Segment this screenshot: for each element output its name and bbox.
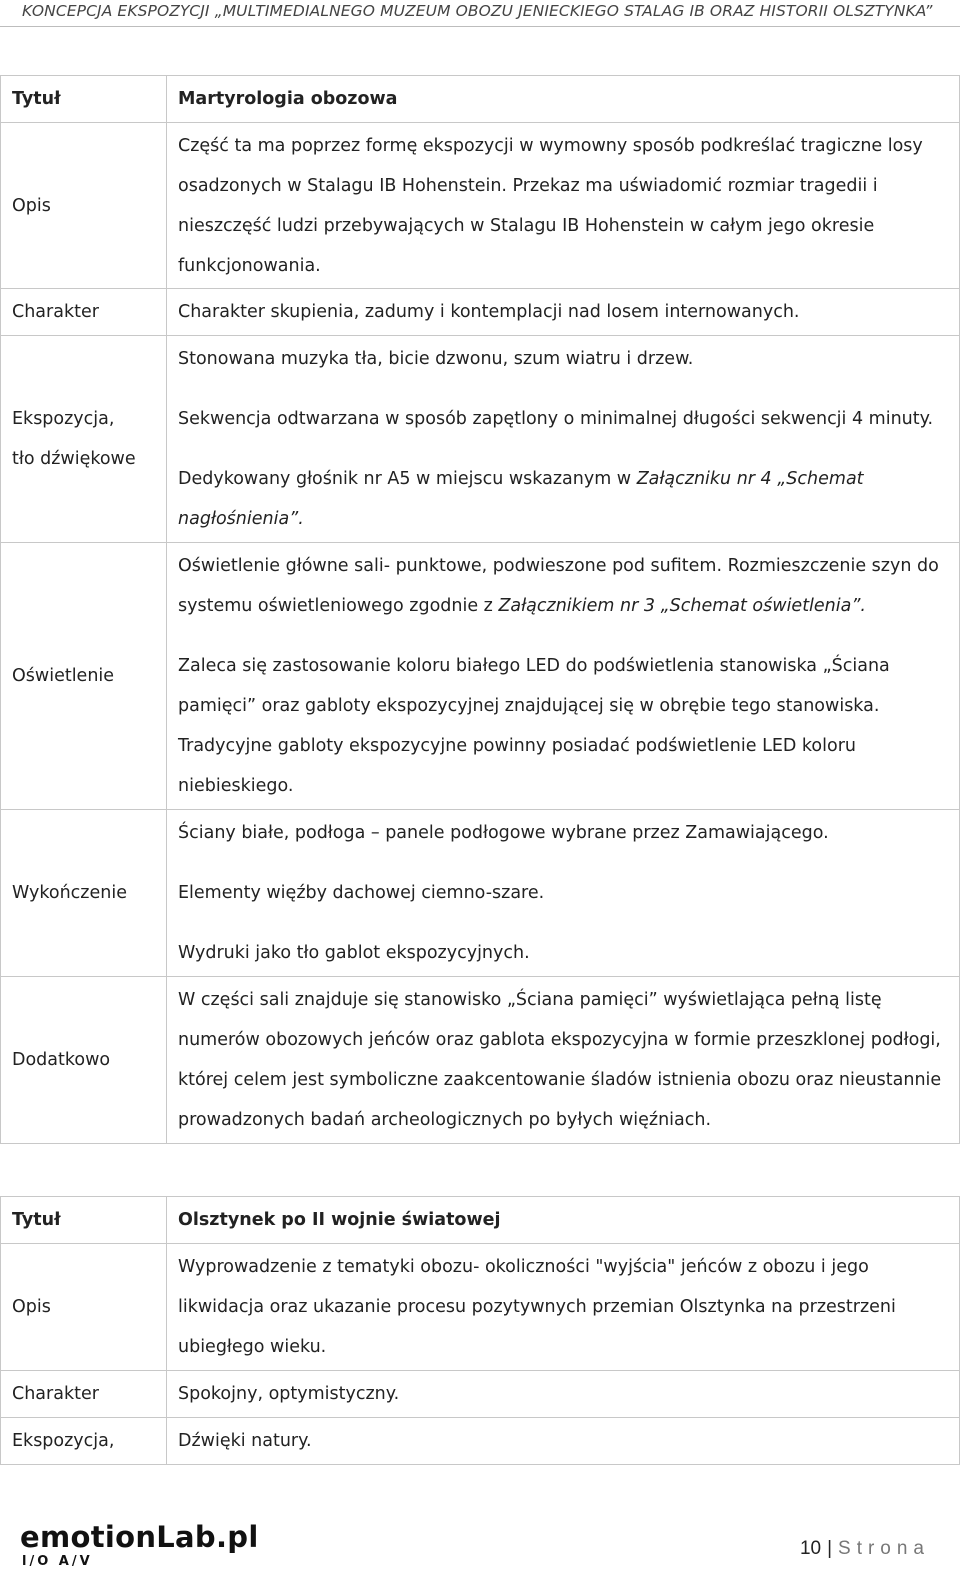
text-line: numerów obozowych jeńców oraz gablota ekspozycyjna w formie przeszklonej podłogi, [178,1030,941,1050]
text-line: Tradycyjne gabloty ekspozycyjne powinny posiadać podświetlenie LED koloru [178,736,856,756]
text-line: W części sali znajduje się stanowisko „Ściana pamięci” wyświetlająca pełną listę [178,990,882,1010]
logo-text: emotionLab.pl [20,1520,259,1554]
row-label: Opis [1,123,167,289]
text-line: Część ta ma poprzez formę ekspozycji w wymowny sposób podkreślać tragiczne losy [178,135,923,156]
row-value [167,810,960,977]
header-title: KONCEPCJA EKSPOZYCJI „MULTIMEDIALNEGO MUZEUM OBOZU JENIECKIEGO STALAG IB ORAZ HISTORII OLSZTYNKA” [22,2,933,20]
table-row-charakter [1,289,960,336]
text-line [178,586,953,626]
attachment-reference: Załącznikiem nr 3 „Schemat oświetlenia”. [498,596,866,616]
text-line: nieszczęść ludzi przebywających w Stalagu IB Hohenstein w całym jego okresie [178,215,875,236]
section-title: Martyrologia obozowa [167,76,960,123]
label-line: Ekspozycja, [12,409,115,429]
text-line [178,459,953,499]
row-value: Dźwięki natury. [167,1418,960,1465]
section-title: Olsztynek po II wojnie światowej [167,1197,960,1244]
section-table-olsztynek [0,1196,960,1465]
row-label: Tytuł [1,1197,167,1244]
text-line: nagłośnienia”. [178,509,304,529]
row-value: Charakter skupienia, zadumy i kontemplacji nad losem internowanych. [167,289,960,336]
table-row-tytul [1,76,960,123]
page-number [800,1538,930,1560]
attachment-reference: Załączniku nr 4 „Schemat [636,469,864,489]
row-value [167,1244,960,1371]
table-row-charakter [1,1371,960,1418]
row-label: Charakter [1,1371,167,1418]
row-label: Charakter [1,289,167,336]
text-line: Wyprowadzenie z tematyki obozu- okoliczności "wyjścia" jeńców z obozu i jego [178,1257,869,1277]
row-label: Wykończenie [1,810,167,977]
text-line: niebieskiego. [178,776,294,796]
text-line: osadzonych w Stalagu IB Hohenstein. Przekaz ma uświadomić rozmiar tragedii i [178,175,878,196]
section-table-martyrologia [0,75,960,1144]
text-line: Stonowana muzyka tła, bicie dzwonu, szum wiatru i drzew. [178,349,694,369]
text-line: likwidacja oraz ukazanie procesu pozytywnych przemian Olsztynka na przestrzeni [178,1297,896,1317]
row-value [167,336,960,543]
text-line: prowadzonych badań archeologicznych po byłych więźniach. [178,1110,712,1130]
row-value [167,123,960,289]
table-row-opis [1,123,960,289]
row-value [167,543,960,810]
row-value [167,977,960,1144]
table-row-ekspozycja [1,1418,960,1465]
row-label: Tytuł [1,76,167,123]
text-line: Zaleca się zastosowanie koloru białego LED do podświetlenia stanowiska „Ściana [178,656,890,676]
page-number-value: 10 [799,1538,822,1559]
text-run: Dedykowany głośnik nr A5 w miejscu wskazanym w [178,469,637,489]
table-row-dodatkowo [1,977,960,1144]
text-line: funkcjonowania. [178,255,321,276]
page-separator: | [827,1538,833,1559]
text-line: Sekwencja odtwarzana w sposób zapętlony o minimalnej długości sekwencji 4 minuty. [178,409,934,429]
row-label [1,336,167,543]
header-divider [0,26,960,27]
table-row-wykonczenie [1,810,960,977]
table-row-ekspozycja [1,336,960,543]
emotionlab-logo [20,1520,259,1554]
text-run: systemu oświetleniowego zgodnie z [178,596,499,616]
page-word: Strona [838,1538,930,1559]
table-row-opis [1,1244,960,1371]
label-line: tło dźwiękowe [12,449,136,469]
text-line: Wydruki jako tło gablot ekspozycyjnych. [178,943,530,963]
text-line: pamięci” oraz gabloty ekspozycyjnej znajdującej się w obrębie tego stanowiska. [178,696,880,716]
text-line: Elementy więźby dachowej ciemno-szare. [178,883,545,903]
text-line: której celem jest symboliczne zaakcentowanie śladów istnienia obozu oraz nieustannie [178,1070,942,1090]
table-row-tytul [1,1197,960,1244]
text-line: ubiegłego wieku. [178,1337,327,1357]
row-label: Dodatkowo [1,977,167,1144]
text-line: Oświetlenie główne sali- punktowe, podwieszone pod sufitem. Rozmieszczenie szyn do [178,556,939,576]
table-row-oswietlenie [1,543,960,810]
row-value: Spokojny, optymistyczny. [167,1371,960,1418]
row-label: Ekspozycja, [1,1418,167,1465]
logo-subtitle: l/O A/V [22,1554,93,1569]
text-line: Ściany białe, podłoga – panele podłogowe wybrane przez Zamawiającego. [178,823,829,843]
row-label: Oświetlenie [1,543,167,810]
row-label: Opis [1,1244,167,1371]
